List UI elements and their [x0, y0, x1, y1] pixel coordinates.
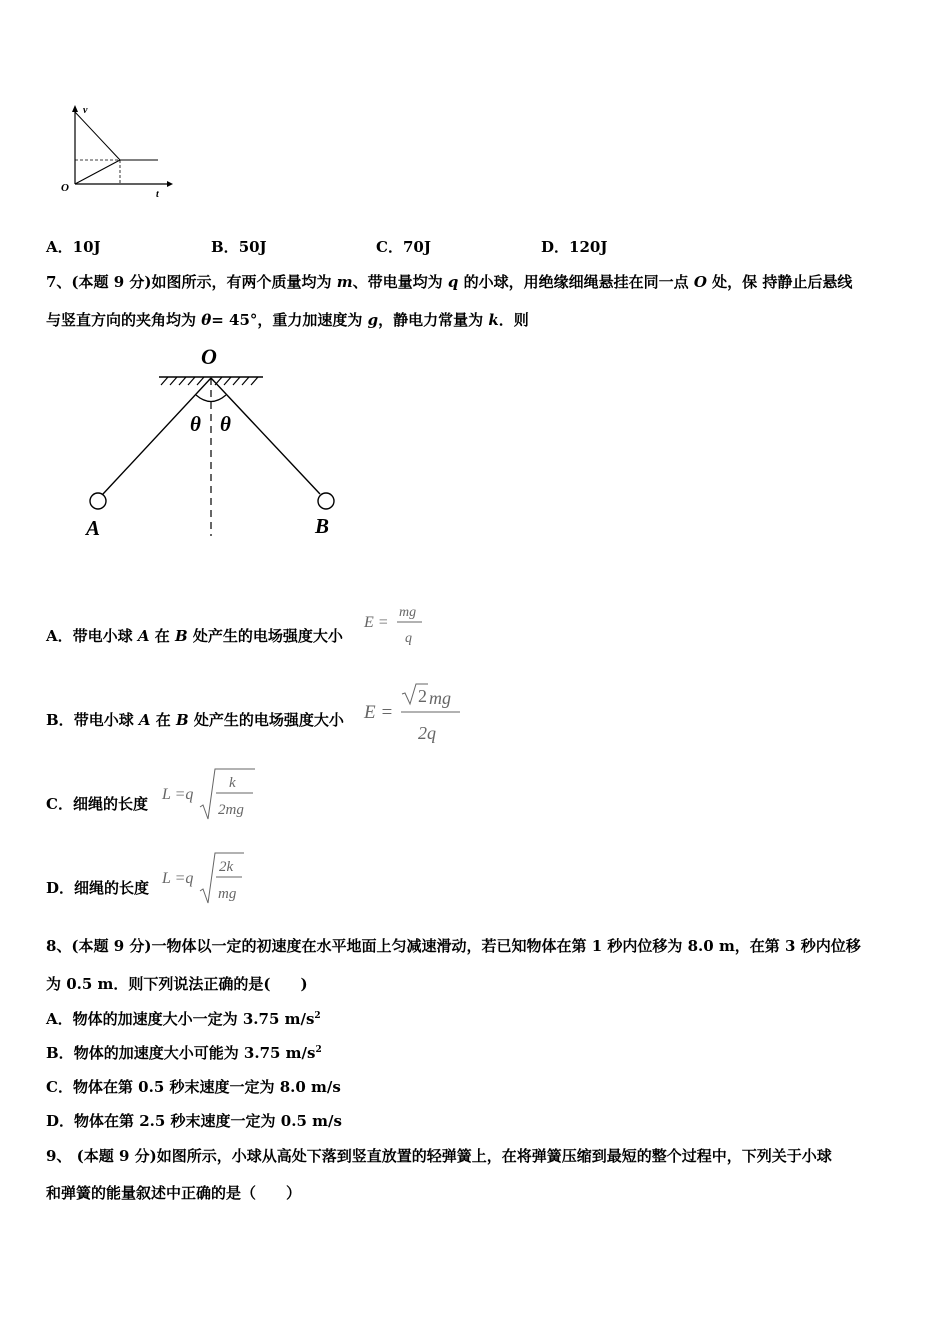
q7-stem-line1: 7、(本题 9 分)如图所示，有两个质量均为 m、带电量均为 q 的小球，用绝缘细绳悬挂在同一点 O 处，保 持静止后悬线	[46, 273, 853, 291]
origin-label: O	[61, 182, 69, 194]
ceiling-hatch	[161, 377, 258, 385]
formula-l-sqrt-2k-mg	[160, 849, 250, 909]
svg-text:k: k	[229, 775, 236, 791]
v-axis-arrow	[72, 105, 78, 112]
q7-stem-line2: 与竖直方向的夹角均为 θ= 45°，重力加速度为 g，静电力常量为 k．则	[46, 311, 529, 329]
q7-option-b[interactable]: B．带电小球 A 在 B 处产生的电场强度大小	[46, 711, 344, 729]
q9-stem-line1: 9、 (本题 9 分)如图所示，小球从高处下落到竖直放置的轻弹簧上，在将弹簧压缩到最短的整个过程中，下列关于小球	[46, 1147, 832, 1165]
string-a	[103, 378, 211, 494]
svg-text:2mg: 2mg	[218, 802, 244, 818]
q8-option-d[interactable]: D．物体在第 2.5 秒末速度一定为 0.5 m/s	[46, 1112, 342, 1130]
svg-text:L =q: L =q	[162, 870, 194, 887]
q9-stem-line2: 和弹簧的能量叙述中正确的是（ ）	[46, 1184, 302, 1202]
svg-text:mg: mg	[399, 605, 417, 620]
svg-text:2k: 2k	[219, 859, 234, 875]
increasing-line	[75, 160, 120, 184]
formula-e-mg-q	[362, 600, 432, 650]
ball-b	[318, 493, 334, 509]
q8-option-b[interactable]: B．物体的加速度大小可能为 3.75 $m/s^2$	[46, 1044, 322, 1062]
ball-a	[90, 493, 106, 509]
theta-right-label: θ	[220, 412, 231, 436]
svg-text:L =q: L =q	[162, 786, 194, 803]
q6-option-b[interactable]: B．50J	[211, 238, 267, 256]
v-label: v	[83, 105, 88, 116]
q8-option-c[interactable]: C．物体在第 0.5 秒末速度一定为 8.0 m/s	[46, 1078, 341, 1096]
theta-left-label: θ	[190, 412, 201, 436]
t-label: t	[156, 189, 159, 200]
svg-text:2: 2	[418, 686, 427, 706]
svg-text:mg: mg	[429, 688, 451, 708]
ball-a-label: A	[86, 516, 101, 540]
decreasing-line	[75, 112, 120, 160]
q7-pendulum-figure	[75, 340, 365, 545]
formula-l-sqrt-k-2mg	[160, 765, 260, 825]
t-axis-arrow	[167, 181, 173, 187]
svg-text:mg: mg	[218, 886, 237, 902]
svg-text:E =: E =	[364, 614, 389, 631]
svg-text:q: q	[405, 631, 412, 646]
point-o-label: O	[201, 344, 217, 369]
q7-option-c[interactable]: C．细绳的长度	[46, 795, 148, 813]
q6-option-d[interactable]: D．120J	[541, 238, 608, 256]
q6-option-a[interactable]: A．10J	[46, 238, 101, 256]
q7-option-d[interactable]: D．细绳的长度	[46, 879, 150, 897]
ball-b-label: B	[315, 514, 330, 538]
q7-option-a[interactable]: A．带电小球 A 在 B 处产生的电场强度大小	[46, 627, 343, 645]
svg-text:E =: E =	[364, 702, 394, 723]
q8-stem-line1: 8、(本题 9 分)一物体以一定的初速度在水平地面上匀减速滑动，若已知物体在第 1 秒内位移为 8.0 m，在第 3 秒内位移	[46, 937, 861, 955]
q6-option-c[interactable]: C．70J	[376, 238, 431, 256]
svg-text:2q: 2q	[418, 723, 436, 743]
q8-stem-line2: 为 0.5 m．则下列说法正确的是( )	[46, 975, 308, 993]
string-b	[211, 378, 320, 494]
velocity-time-graph	[52, 98, 177, 200]
q8-option-a[interactable]: A．物体的加速度大小一定为 3.75 $m/s^2$	[46, 1010, 321, 1028]
formula-e-sqrt2mg-2q	[362, 680, 467, 748]
